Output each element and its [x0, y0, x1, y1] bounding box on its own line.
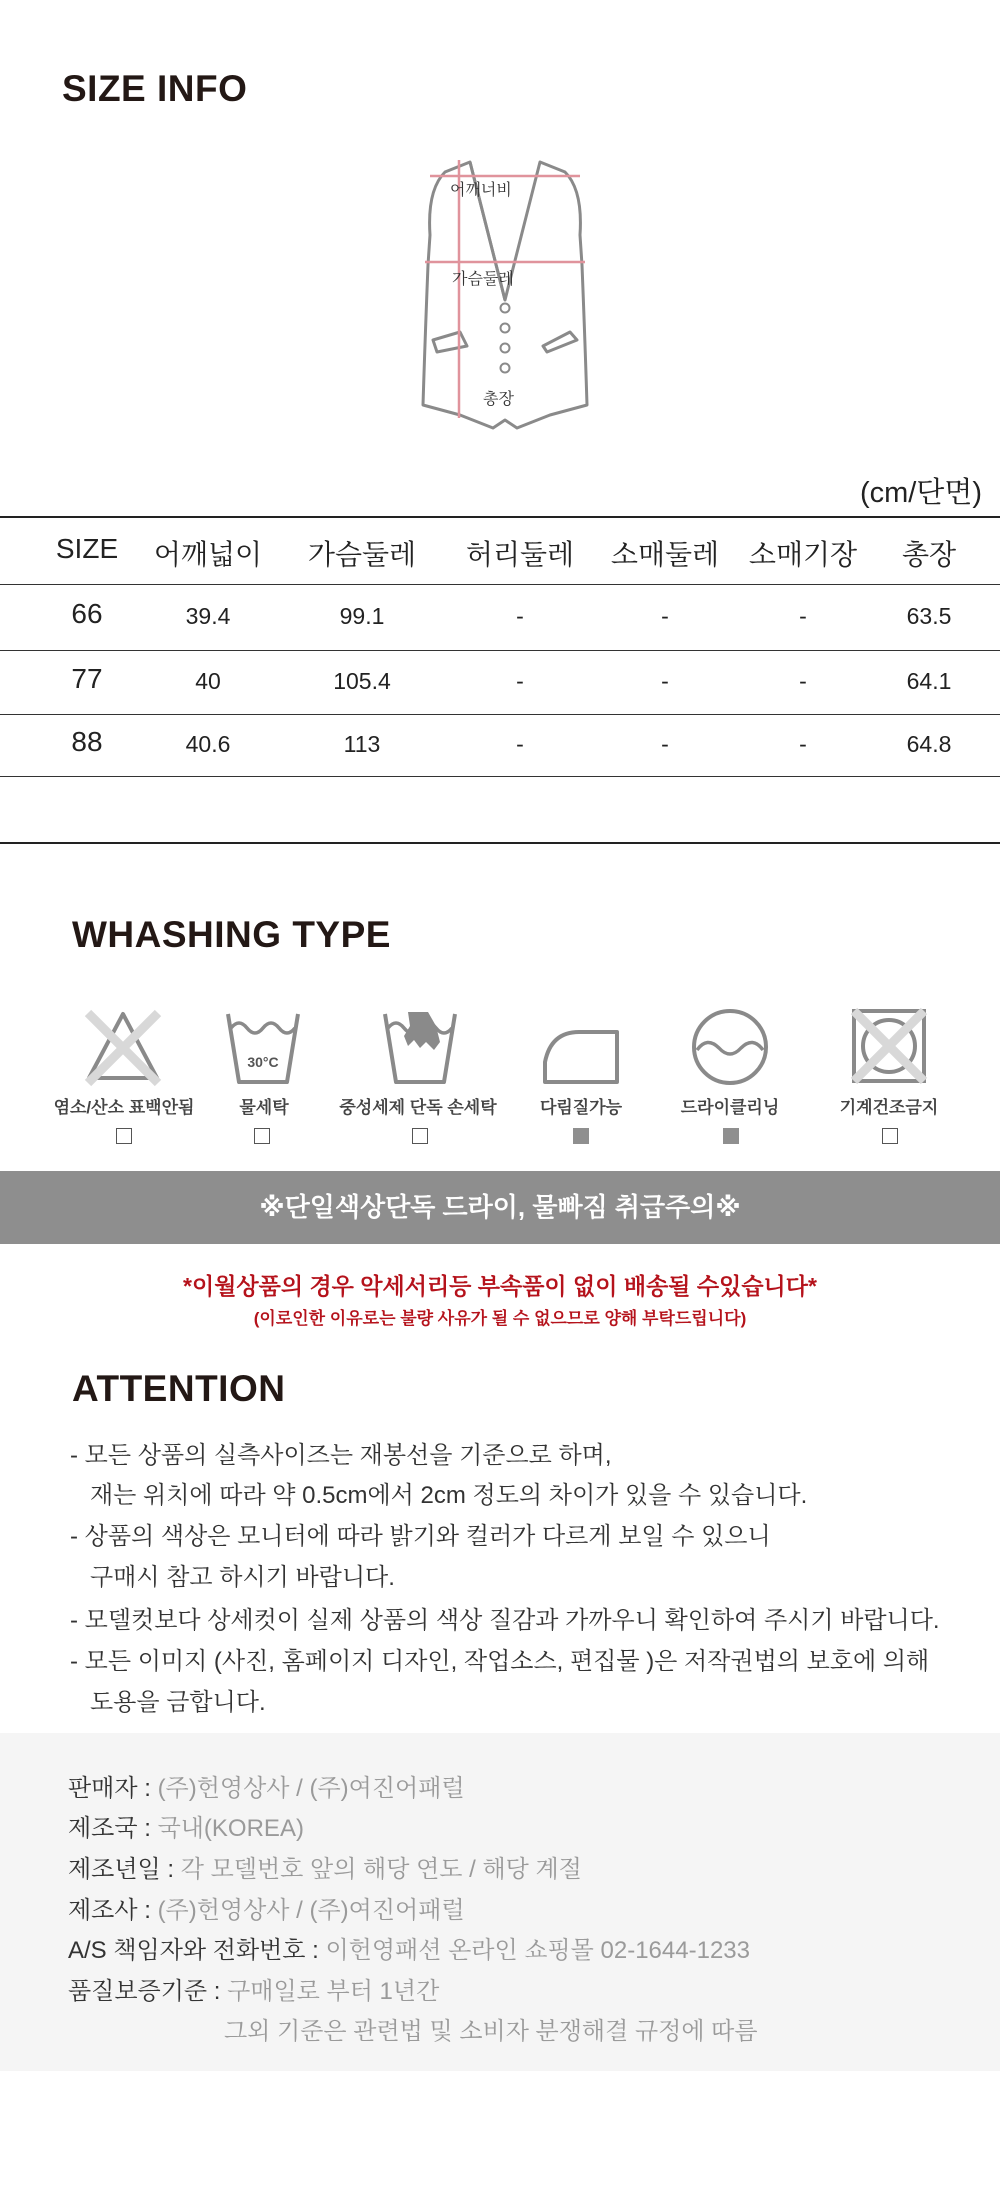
wash-label-dry-clean: 드라이클리닝: [680, 1098, 780, 1117]
section-divider: [0, 842, 1000, 844]
wash-checkbox-checked: [723, 1128, 739, 1144]
table-header-border: [0, 584, 1000, 585]
row-divider: [0, 650, 1000, 651]
no-tumble-dry-icon: [849, 1006, 929, 1086]
cell-size: 66: [71, 598, 103, 629]
wash-label-no-bleach: 염소/산소 표백안됨: [53, 1098, 195, 1117]
info-row: [68, 1971, 439, 2006]
cell-sleeve-width: -: [661, 668, 669, 694]
cell-shoulder: 40: [195, 668, 221, 694]
info-row: [68, 1768, 465, 1803]
product-info-panel: [0, 1733, 1000, 2071]
info-row: [68, 1890, 465, 1925]
notice-line-1: *이월상품의 경우 악세서리등 부속품이 없이 배송될 수있습니다*: [183, 1273, 817, 1299]
temp-label: 30°C: [247, 1054, 279, 1070]
cell-size: 88: [71, 726, 103, 757]
diagram-length-label: 총장: [483, 391, 514, 408]
no-bleach-icon: [83, 1008, 163, 1088]
attention-line: - 모든 이미지 (사진, 홈페이지 디자인, 작업소스, 편집물 )은 저작권법의 보호에 의해: [70, 1648, 930, 1675]
wash-label-hand-wash: 중성세제 단독 손세탁: [339, 1098, 497, 1117]
notice-line-2: (이로인한 이유로는 불량 사유가 될 수 없으므로 양해 부탁드립니다): [253, 1309, 747, 1328]
size-info-title: SIZE INFO: [62, 68, 248, 109]
info-row: [68, 1808, 304, 1843]
attention-line: - 상품의 색상은 모니터에 따라 밝기와 컬러가 다르게 보일 수 있으니: [70, 1523, 771, 1550]
header-size: SIZE: [55, 533, 119, 564]
care-banner: ※단일색상단독 드라이, 물빠짐 취급주의※: [0, 1171, 1000, 1244]
cell-length: 64.1: [906, 668, 952, 694]
wash-checkbox: [116, 1128, 132, 1144]
cell-sleeve-length: -: [799, 731, 807, 757]
table-top-border: [0, 516, 1000, 518]
header-length: 총장: [901, 539, 957, 570]
header-sleeve-width: 소매둘레: [610, 539, 720, 570]
diagram-chest-label: 가슴둘레: [452, 271, 514, 288]
header-chest: 가슴둘레: [307, 539, 417, 570]
header-sleeve-length: 소매기장: [748, 539, 858, 570]
info-value: (주)헌영상사 / (주)여진어패럴: [157, 1775, 465, 1802]
hand-wash-icon: [380, 1008, 460, 1088]
washing-title: WHASHING TYPE: [72, 914, 391, 955]
info-label: 품질보증기준 :: [68, 1978, 228, 2005]
info-value: (주)헌영상사 / (주)여진어패럴: [157, 1897, 465, 1924]
cell-length: 64.8: [906, 731, 952, 757]
info-value: 각 모델번호 앞의 해당 연도 / 해당 계절: [180, 1856, 582, 1883]
wash-label-water-wash: 물세탁: [239, 1098, 289, 1117]
wash-checkbox-checked: [573, 1128, 589, 1144]
cell-sleeve-length: -: [799, 603, 807, 629]
diagram-shoulder-label: 어깨너비: [450, 182, 512, 199]
attention-line: 도용을 금합니다.: [90, 1689, 266, 1716]
cell-shoulder: 40.6: [185, 731, 231, 757]
info-row: [224, 2011, 758, 2046]
attention-line: - 모든 상품의 실측사이즈는 재봉선을 기준으로 하며,: [70, 1442, 612, 1469]
header-waist: 허리둘레: [465, 539, 575, 570]
header-shoulder: 어깨넓이: [153, 539, 263, 570]
cell-waist: -: [516, 603, 524, 629]
attention-line: - 모델컷보다 상세컷이 실제 상품의 색상 질감과 가까우니 확인하여 주시기 바랍니다.: [70, 1607, 940, 1634]
info-label: 판매자 :: [68, 1775, 158, 1802]
cell-sleeve-width: -: [661, 731, 669, 757]
cell-size: 77: [71, 663, 103, 694]
info-label: 제조년일 :: [68, 1856, 181, 1883]
wash-checkbox: [882, 1128, 898, 1144]
dry-clean-icon: [689, 1006, 771, 1088]
info-row: [68, 1930, 750, 1965]
attention-line: 재는 위치에 따라 약 0.5cm에서 2cm 정도의 차이가 있을 수 있습니다.: [90, 1482, 808, 1509]
info-label: A/S 책임자와 전화번호 :: [68, 1937, 326, 1964]
row-divider: [0, 776, 1000, 777]
cell-sleeve-length: -: [799, 668, 807, 694]
wash-label-iron: 다림질가능: [539, 1098, 623, 1117]
info-value: 국내(KOREA): [157, 1815, 304, 1842]
cell-shoulder: 39.4: [185, 603, 231, 629]
cell-sleeve-width: -: [661, 603, 669, 629]
info-label: 제조사 :: [68, 1897, 158, 1924]
cell-chest: 113: [343, 731, 381, 757]
attention-line: 구매시 참고 하시기 바랍니다.: [90, 1564, 395, 1591]
cell-waist: -: [516, 668, 524, 694]
cell-chest: 99.1: [339, 603, 385, 629]
info-value: 구매일로 부터 1년간: [227, 1978, 440, 2005]
water-wash-icon: [223, 1008, 303, 1088]
info-value: 이헌영패션 온라인 쇼핑몰 02-1644-1233: [325, 1937, 750, 1964]
info-value: 그외 기준은 관련법 및 소비자 분쟁해결 규정에 따름: [224, 2018, 758, 2045]
attention-title: ATTENTION: [72, 1368, 286, 1409]
wash-checkbox: [412, 1128, 428, 1144]
wash-checkbox: [254, 1128, 270, 1144]
info-label: 제조국 :: [68, 1815, 158, 1842]
info-row: [68, 1849, 582, 1884]
row-divider: [0, 714, 1000, 715]
cell-chest: 105.4: [333, 668, 391, 694]
unit-label: (cm/단면): [859, 477, 982, 509]
cell-waist: -: [516, 731, 524, 757]
iron-icon: [541, 1010, 621, 1090]
wash-label-no-tumble-dry: 기계건조금지: [839, 1098, 939, 1117]
cell-length: 63.5: [906, 603, 952, 629]
